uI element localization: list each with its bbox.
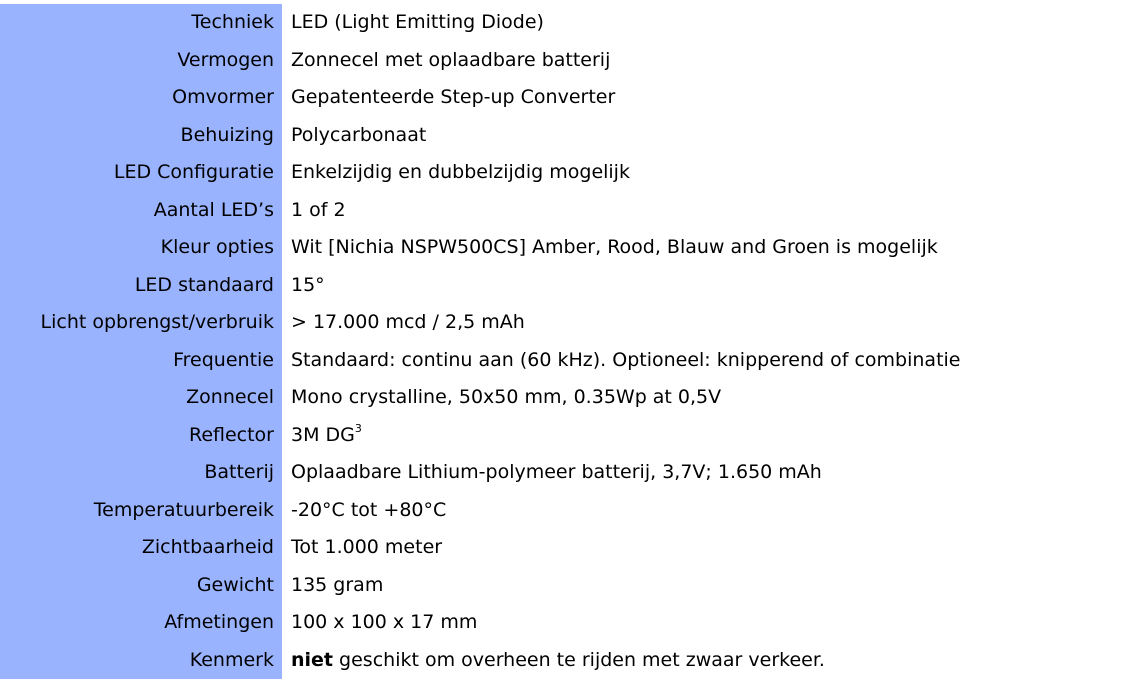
spec-label: Licht opbrengst/verbruik xyxy=(0,304,282,342)
spec-value-superscript: 3 xyxy=(355,422,362,435)
spec-value: Standaard: continu aan (60 kHz). Optioneel: knipperend of combinatie xyxy=(282,342,1146,380)
spec-label: Kenmerk xyxy=(0,642,282,679)
spec-row-temperatuurbereik xyxy=(0,492,1146,530)
spec-row-led-configuratie xyxy=(0,154,1146,192)
spec-row-reflector xyxy=(0,417,1146,455)
spec-value xyxy=(282,417,1146,455)
spec-row-led-standaard xyxy=(0,267,1146,305)
spec-label: Batterij xyxy=(0,454,282,492)
spec-value: 135 gram xyxy=(282,567,1146,605)
spec-label: Zichtbaarheid xyxy=(0,529,282,567)
spec-value: -20°C tot +80°C xyxy=(282,492,1146,530)
spec-value: Tot 1.000 meter xyxy=(282,529,1146,567)
spec-value: Zonnecel met oplaadbare batterij xyxy=(282,42,1146,80)
spec-row-zichtbaarheid xyxy=(0,529,1146,567)
spec-row-behuizing xyxy=(0,117,1146,155)
spec-value-emphasis: niet xyxy=(291,649,333,671)
spec-label: Zonnecel xyxy=(0,379,282,417)
spec-row-gewicht xyxy=(0,567,1146,605)
spec-label: Frequentie xyxy=(0,342,282,380)
specifications-table xyxy=(0,4,1146,679)
spec-value: Mono crystalline, 50x50 mm, 0.35Wp at 0,5V xyxy=(282,379,1146,417)
spec-label: Kleur opties xyxy=(0,229,282,267)
spec-label: Temperatuurbereik xyxy=(0,492,282,530)
spec-label: Behuizing xyxy=(0,117,282,155)
spec-value: 100 x 100 x 17 mm xyxy=(282,604,1146,642)
spec-row-vermogen xyxy=(0,42,1146,80)
spec-row-zonnecel xyxy=(0,379,1146,417)
spec-label: Techniek xyxy=(0,4,282,42)
spec-value: Wit [Nichia NSPW500CS] Amber, Rood, Blauw and Groen is mogelijk xyxy=(282,229,1146,267)
spec-row-afmetingen xyxy=(0,604,1146,642)
spec-value: 1 of 2 xyxy=(282,192,1146,230)
spec-row-kenmerk xyxy=(0,642,1146,679)
spec-value: Gepatenteerde Step-up Converter xyxy=(282,79,1146,117)
spec-value-text: geschikt om overheen te rijden met zwaar verkeer. xyxy=(333,649,825,671)
spec-label: Vermogen xyxy=(0,42,282,80)
spec-label: Reflector xyxy=(0,417,282,455)
spec-value: Polycarbonaat xyxy=(282,117,1146,155)
spec-value: Oplaadbare Lithium-polymeer batterij, 3,7V; 1.650 mAh xyxy=(282,454,1146,492)
spec-value: Enkelzijdig en dubbelzijdig mogelijk xyxy=(282,154,1146,192)
spec-value-text: 3M DG xyxy=(291,424,355,446)
spec-row-batterij xyxy=(0,454,1146,492)
spec-label: Omvormer xyxy=(0,79,282,117)
spec-value: 15° xyxy=(282,267,1146,305)
spec-row-licht-opbrengst xyxy=(0,304,1146,342)
spec-label: Gewicht xyxy=(0,567,282,605)
spec-row-kleur-opties xyxy=(0,229,1146,267)
spec-label: Afmetingen xyxy=(0,604,282,642)
spec-value: > 17.000 mcd / 2,5 mAh xyxy=(282,304,1146,342)
spec-row-aantal-leds xyxy=(0,192,1146,230)
spec-label: Aantal LED’s xyxy=(0,192,282,230)
spec-row-omvormer xyxy=(0,79,1146,117)
spec-row-techniek xyxy=(0,4,1146,42)
spec-value xyxy=(282,642,1146,679)
spec-label: LED standaard xyxy=(0,267,282,305)
spec-value: LED (Light Emitting Diode) xyxy=(282,4,1146,42)
spec-row-frequentie xyxy=(0,342,1146,380)
spec-label: LED Configuratie xyxy=(0,154,282,192)
